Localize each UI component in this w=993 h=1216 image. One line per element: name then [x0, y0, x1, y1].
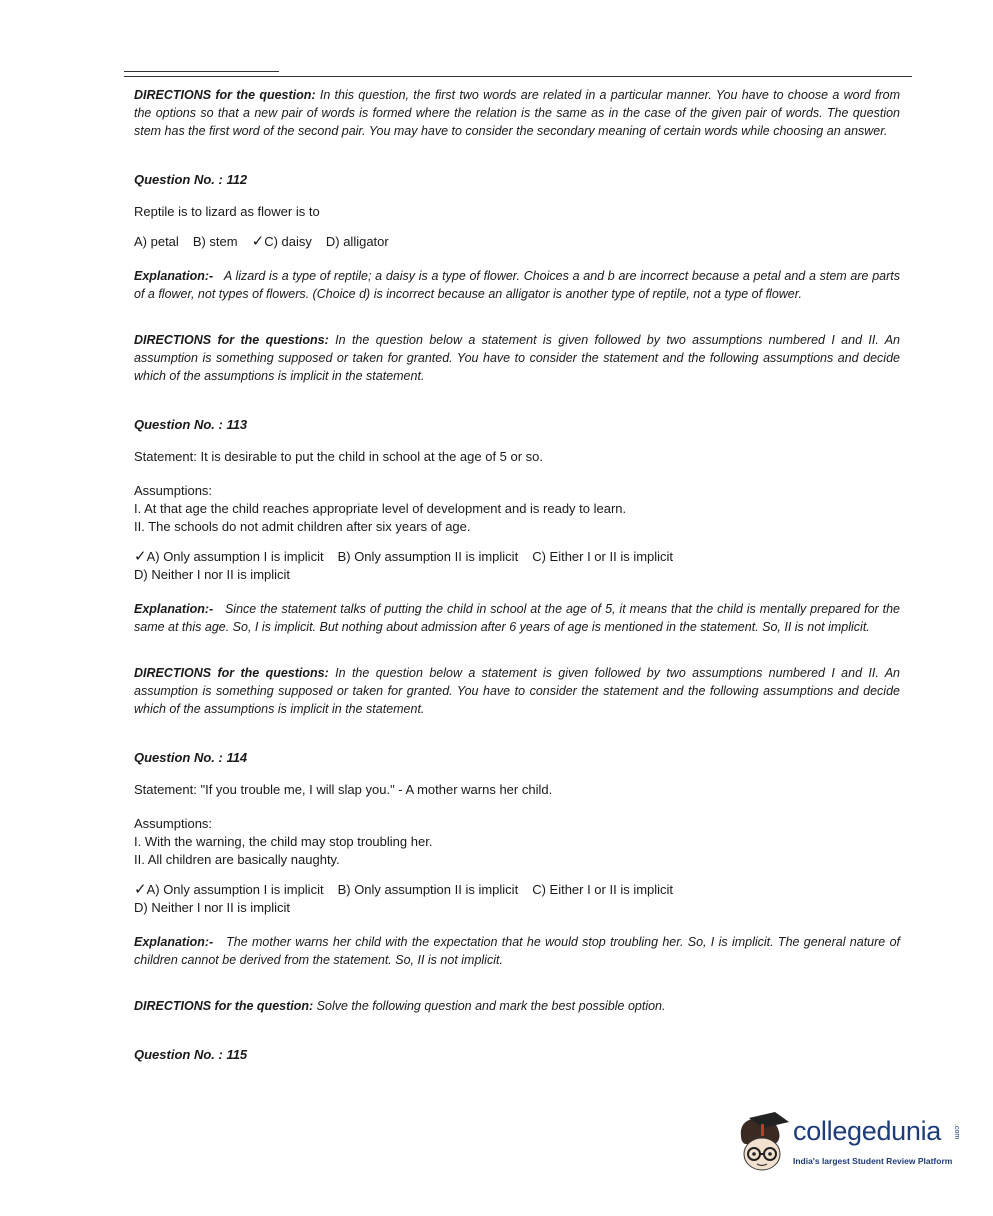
options-113-row2 [134, 566, 900, 584]
question-number-114: Question No. : 114 [134, 750, 248, 765]
collegedunia-logo [735, 1110, 960, 1180]
option-b[interactable]: B) Only assumption II is implicit [337, 882, 519, 897]
mascot-icon [735, 1110, 795, 1180]
assumption-1-113: I. At that age the child reaches appropriate level of development and is ready to learn. [134, 501, 627, 516]
directions-assumption-1: DIRECTIONS for the questions: In the question below a statement is given followed by two assumptions numbered I and II. An assumption is something supposed or taken for granted. You have to consider the statement and the following assumptions and decide which of the assumptions is implicit in the statement. [134, 333, 900, 383]
question-number-113: Question No. : 113 [134, 417, 248, 432]
checkmark-icon: ✓ [134, 881, 147, 898]
checkmark-icon: ✓ [251, 233, 265, 250]
assumption-1-114: I. With the warning, the child may stop troubling her. [134, 834, 433, 849]
directions-assumption-2: DIRECTIONS for the questions: In the question below a statement is given followed by two assumptions numbered I and II. An assumption is something supposed or taken for granted. You have to consider the statement and the following assumptions and decide which of the assumptions is implicit in the statement. [134, 666, 900, 716]
assumptions-label-113: Assumptions: [134, 483, 213, 498]
question-number-112: Question No. : 112 [134, 172, 248, 187]
explanation-114: Explanation:- The mother warns her child with the expectation that he would stop troubling her. So, I is implicit. The general nature of children cannot be derived from the statement. So, II is not implicit. [134, 935, 900, 967]
explanation-112: Explanation:- A lizard is a type of reptile; a daisy is a type of flower. Choices a and b are incorrect because a petal and a stem are parts of a flower, not types of flowers. (Choice d) is incorrect because an alligator is another type of reptile, not a type of flower. [134, 269, 900, 301]
options-113 [134, 548, 900, 566]
option-d[interactable]: D) Neither I nor II is implicit [134, 567, 291, 582]
options-114 [134, 881, 900, 899]
statement-114: Statement: "If you trouble me, I will slap you." - A mother warns her child. [134, 782, 553, 797]
statement-113: Statement: It is desirable to put the child in school at the age of 5 or so. [134, 449, 544, 464]
option-c-correct[interactable]: C) daisy [264, 234, 312, 249]
page-content [134, 86, 900, 1062]
explanation-113: Explanation:- Since the statement talks of putting the child in school at the age of 5, it means that the child is mentally prepared for the same at this age. So, I is implicit. But nothing about admission after 6 years of age is mentioned in the statement. So, II is not implicit. [134, 602, 901, 634]
option-a-correct[interactable]: A) Only assumption I is implicit [146, 882, 324, 897]
option-a[interactable]: A) petal [134, 234, 179, 249]
directions-analogy: DIRECTIONS for the question: In this question, the first two words are related in a particular manner. You have to choose a word from the options so that a new pair of words is formed where the relation is the same as in the case of the given pair of words. The question stem has the first word of the second pair. You may have to consider the secondary meaning of certain words while choosing an answer. [134, 88, 900, 138]
directions-solve: DIRECTIONS for the question: Solve the following question and mark the best possible option. [134, 999, 666, 1013]
assumptions-label-114: Assumptions: [134, 816, 213, 831]
assumption-2-114: II. All children are basically naughty. [134, 852, 340, 867]
logo-name: collegedunia [793, 1116, 942, 1146]
option-b[interactable]: B) stem [192, 234, 238, 249]
question-stem-112: Reptile is to lizard as flower is to [134, 204, 320, 219]
option-a-correct[interactable]: A) Only assumption I is implicit [146, 549, 324, 564]
logo-suffix: .com [953, 1124, 960, 1140]
checkmark-icon: ✓ [134, 548, 147, 565]
question-number-115: Question No. : 115 [134, 1047, 248, 1062]
option-b[interactable]: B) Only assumption II is implicit [337, 549, 519, 564]
header-rule [124, 76, 912, 77]
options-112 [134, 233, 900, 251]
options-114-row2 [134, 899, 900, 917]
option-c[interactable]: C) Either I or II is implicit [532, 549, 674, 564]
assumption-2-113: II. The schools do not admit children after six years of age. [134, 519, 471, 534]
option-d[interactable]: D) Neither I nor II is implicit [134, 900, 291, 915]
logo-tagline: India's largest Student Review Platform [793, 1156, 953, 1166]
option-c[interactable]: C) Either I or II is implicit [532, 882, 674, 897]
header-rule-short [124, 71, 279, 72]
option-d[interactable]: D) alligator [325, 234, 389, 249]
